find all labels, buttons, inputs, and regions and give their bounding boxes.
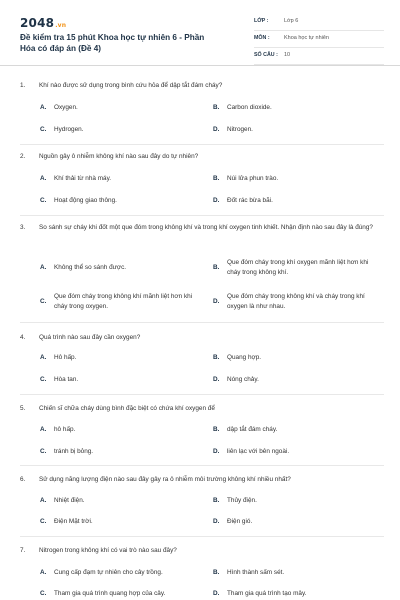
option-letter: D.: [213, 197, 220, 204]
question-1: [20, 80, 384, 142]
question-stem: Khí nào được sử dụng trong bình cứu hỏa để dập tắt đám cháy?: [39, 82, 223, 89]
option-letter: B.: [213, 175, 220, 182]
option-letter: D.: [213, 298, 220, 305]
question-number: 7.: [20, 547, 26, 554]
option-letter: C.: [40, 126, 47, 133]
question-stem: Quá trình nào sau đây cần oxygen?: [39, 334, 141, 341]
question-number: 4.: [20, 334, 26, 341]
option-text: Nhiệt điện.: [54, 497, 85, 504]
option-text: Hydrogen.: [54, 126, 84, 133]
option-text: liên lạc với bên ngoài.: [227, 448, 290, 455]
option-text: Quang hợp.: [227, 354, 262, 361]
info-value: Lớp 6: [284, 18, 299, 24]
info-value: Khoa học tự nhiên: [284, 35, 329, 41]
question-number: 6.: [20, 476, 26, 483]
option-letter: C.: [40, 376, 47, 383]
option-letter: D.: [213, 376, 220, 383]
option-letter: A.: [40, 354, 47, 361]
option-text: dập tắt đám cháy.: [227, 426, 278, 433]
question-number: 2.: [20, 153, 26, 160]
option-letter: D.: [213, 448, 220, 455]
divider: [20, 536, 384, 537]
divider: [20, 215, 384, 216]
info-row-subject: [254, 31, 384, 48]
question-3: [20, 222, 384, 322]
question-5: [20, 403, 384, 465]
option-letter: B.: [213, 104, 220, 111]
option-text: Oxygen.: [54, 104, 78, 111]
divider: [20, 144, 384, 145]
info-key: LỚP :: [254, 18, 269, 24]
option-letter: A.: [40, 426, 47, 433]
option-letter: B.: [213, 569, 220, 576]
question-stem: Sử dụng năng lượng điện nào sau đây gây ra ô nhiễm môi trường không khí nhiều nhất?: [39, 476, 291, 483]
option-text: Đốt rác bừa bãi.: [227, 197, 273, 204]
info-key: SỐ CÂU :: [254, 52, 278, 58]
option-letter: C.: [40, 590, 47, 597]
logo-suffix: .vn: [55, 22, 67, 29]
option-letter: D.: [213, 126, 220, 133]
divider: [20, 394, 384, 395]
option-text: Núi lửa phun trào.: [227, 175, 279, 182]
option-letter: D.: [213, 590, 220, 597]
divider: [20, 322, 384, 323]
site-logo[interactable]: [20, 16, 66, 30]
option-text: Nóng chảy.: [227, 376, 259, 383]
option-text: Carbon dioxide.: [227, 104, 272, 111]
question-number: 3.: [20, 224, 26, 231]
option-text: tránh bị bỏng.: [54, 448, 94, 455]
question-text: [20, 151, 384, 162]
question-number: 5.: [20, 405, 26, 412]
option-letter: A.: [40, 497, 47, 504]
question-4: [20, 332, 384, 394]
option-letter: A.: [40, 264, 47, 271]
info-row-count: [254, 48, 384, 65]
exam-info: [254, 14, 384, 65]
option-letter: B.: [213, 264, 220, 271]
option-letter: B.: [213, 354, 220, 361]
option-letter: B.: [213, 497, 220, 504]
divider: [20, 465, 384, 466]
logo-text: 2048: [20, 16, 55, 30]
option-text: Hình thành sấm sét.: [227, 569, 285, 576]
question-stem: Chiến sĩ chữa cháy dùng bình đặc biệt có chứa khí oxygen để: [39, 405, 215, 412]
question-text: [20, 332, 384, 343]
question-number: 1.: [20, 82, 26, 89]
question-text: [20, 474, 384, 485]
question-2: [20, 151, 384, 213]
question-stem: Nguồn gây ô nhiễm không khí nào sau đây do tự nhiên?: [39, 153, 199, 160]
option-text: Hô hấp.: [54, 354, 77, 361]
question-text: [20, 403, 384, 414]
option-text: Không thể so sánh được.: [54, 264, 127, 271]
option-text: Que đóm cháy trong không khí mãnh liệt hơn khi cháy trong oxygen.: [54, 293, 193, 310]
option-text: Hòa tan.: [54, 376, 79, 383]
option-text: Điện gió.: [227, 518, 253, 525]
option-letter: B.: [213, 426, 220, 433]
option-letter: C.: [40, 448, 47, 455]
option-text: Khí thải từ nhà máy.: [54, 175, 112, 182]
option-text: Tham gia quá trình quang hợp của cây.: [54, 590, 166, 597]
option-text: Cung cấp đạm tự nhiên cho cây trồng.: [54, 569, 163, 576]
question-stem: Nitrogen trong không khí có vai trò nào sau đây?: [39, 547, 177, 554]
page-header: [0, 0, 400, 66]
option-text: Điện Mặt trời.: [54, 518, 93, 525]
option-text: Thủy điện.: [227, 497, 257, 504]
info-row-class: [254, 14, 384, 31]
question-stem: So sánh sự cháy khi đốt một que đóm trong không khí và trong khí oxygen tinh khiết. Nhận định nào sau đây là đúng?: [39, 224, 373, 231]
option-letter: C.: [40, 298, 47, 305]
option-text: Que đóm cháy trong khí oxygen mãnh liệt hơn khi cháy trong không khí.: [227, 259, 369, 276]
option-text: hô hấp.: [54, 426, 76, 433]
question-text: [20, 80, 384, 91]
question-text: [20, 545, 384, 556]
option-letter: A.: [40, 175, 47, 182]
option-letter: A.: [40, 104, 47, 111]
option-letter: D.: [213, 518, 220, 525]
option-text: Hoạt động giao thông.: [54, 197, 117, 204]
option-text: Nitrogen.: [227, 126, 253, 133]
info-key: MÔN :: [254, 35, 270, 41]
option-letter: A.: [40, 569, 47, 576]
option-text: Que đóm cháy trong không khí và cháy trong khí oxygen là như nhau.: [227, 293, 365, 310]
question-6: [20, 474, 384, 536]
option-text: Tham gia quá trình tạo mây.: [227, 590, 307, 597]
option-letter: C.: [40, 197, 47, 204]
page-title: Đề kiểm tra 15 phút Khoa học tự nhiên 6 - Phần Hóa có đáp án (Đề 4): [20, 33, 205, 53]
question-text: [20, 222, 384, 233]
info-value: 10: [284, 52, 291, 58]
question-7: [20, 545, 384, 600]
option-letter: C.: [40, 518, 47, 525]
